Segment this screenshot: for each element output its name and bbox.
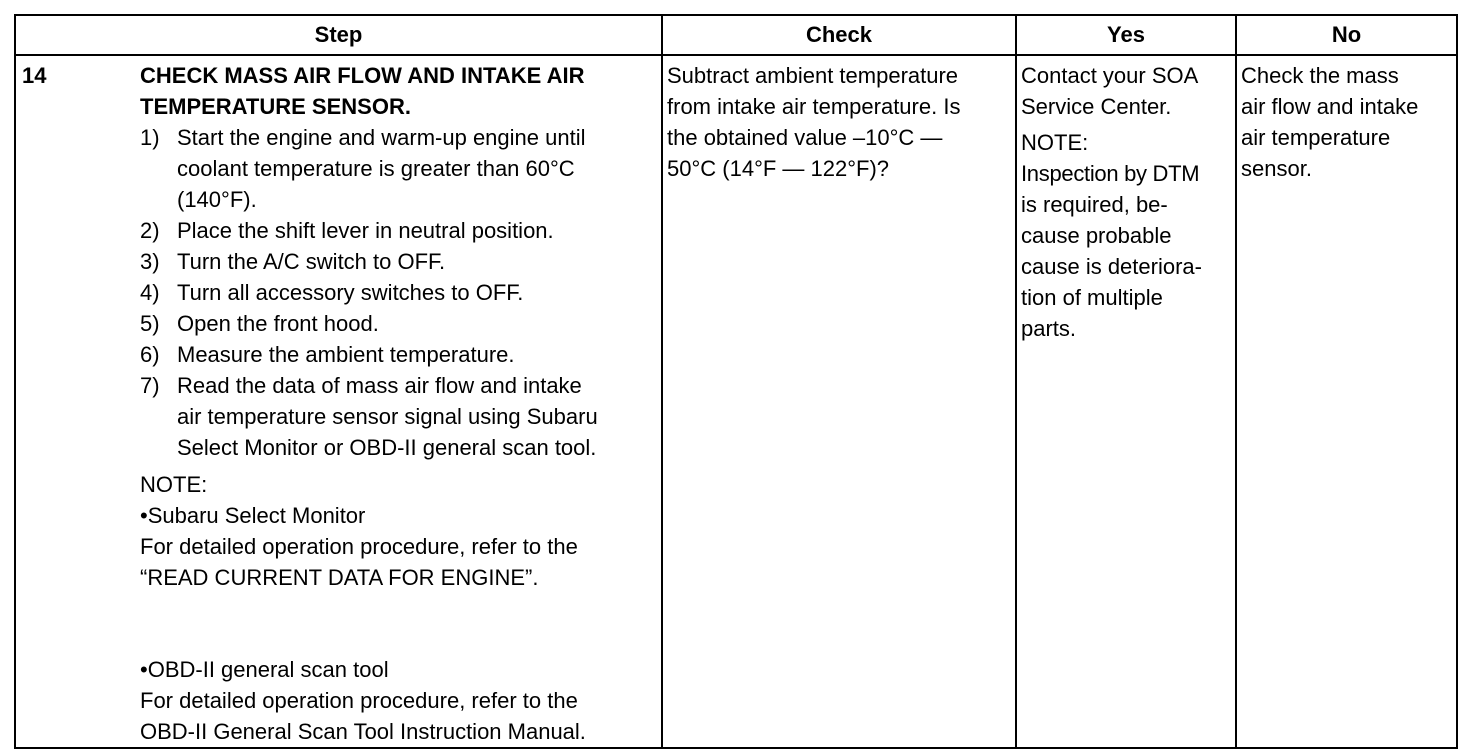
note-item-text: For detailed operation procedure, refer to the [140,534,578,559]
step-title-line: CHECK MASS AIR FLOW AND INTAKE AIR [140,63,585,88]
check-line: 50°C (14°F — 122°F)? [667,156,890,181]
no-line: air flow and intake [1241,94,1419,119]
procedure-item [140,122,657,215]
note-item-title: •Subaru Select Monitor [140,503,366,528]
procedure-line: Measure the ambient temperature. [177,342,515,367]
procedure-number: 5) [140,311,160,336]
step-title [140,60,657,122]
procedure-number: 6) [140,342,160,367]
check-line: Subtract ambient temperature [667,63,959,88]
procedure-number: 4) [140,280,160,305]
procedure-item [140,277,657,308]
note-item-title: •OBD-II general scan tool [140,657,389,682]
procedure-number: 2) [140,218,160,243]
check-cell [662,55,1016,748]
diagnostic-table [14,14,1458,749]
step-number: 14 [22,63,47,88]
procedure-line: Open the front hood. [177,311,379,336]
procedure-line: Start the engine and warm-up engine until [177,125,586,150]
step-cell [15,55,662,748]
procedure-line: (140°F). [177,187,257,212]
no-line: air temperature [1241,125,1391,150]
procedure-item [140,246,657,277]
check-line: from intake air temperature. Is [667,94,961,119]
step-title-line: TEMPERATURE SENSOR. [140,94,411,119]
procedure-number: 3) [140,249,160,274]
note-item-text: For detailed operation procedure, refer to the [140,688,578,713]
procedure-number: 1) [140,125,160,150]
header-step: Step [15,15,662,55]
procedure-line: Turn all accessory switches to OFF. [177,280,524,305]
procedure-line: air temperature sensor signal using Subaru [177,404,598,429]
procedure-item [140,339,657,370]
procedure-line: coolant temperature is greater than 60°C [177,156,575,181]
check-line: the obtained value –10°C — [667,125,943,150]
yes-note-line: parts. [1021,316,1077,341]
procedure-item [140,370,657,463]
procedure-line: Select Monitor or OBD-II general scan tool. [177,435,597,460]
header-check: Check [662,15,1016,55]
procedure-item [140,215,657,246]
yes-note-label: NOTE: [1021,130,1089,155]
header-no: No [1236,15,1457,55]
yes-line: Contact your SOA [1021,63,1199,88]
step-note [140,469,657,747]
no-line: sensor. [1241,156,1312,181]
yes-line: Service Center. [1021,94,1172,119]
step-body [140,56,661,747]
header-row [15,15,1457,55]
procedure-line: Read the data of mass air flow and intake [177,373,582,398]
spacer [140,593,657,654]
procedure-line: Turn the A/C switch to OFF. [177,249,446,274]
note-label: NOTE: [140,472,208,497]
procedure-number: 7) [140,373,160,398]
no-cell [1236,55,1457,748]
yes-note-line: Inspection by DTM [1021,161,1200,186]
note-item-text: OBD-II General Scan Tool Instruction Manual. [140,719,586,744]
yes-cell [1016,55,1236,748]
header-yes: Yes [1016,15,1236,55]
procedure-line: Place the shift lever in neutral position. [177,218,554,243]
yes-note [1021,127,1231,344]
yes-note-line: cause is deteriora- [1021,254,1202,279]
procedure-item [140,308,657,339]
procedure-list [140,122,657,463]
note-item-text: “READ CURRENT DATA FOR ENGINE”. [140,565,539,590]
table-row [15,55,1457,748]
no-line: Check the mass [1241,63,1399,88]
yes-note-line: tion of multiple [1021,285,1163,310]
yes-note-line: is required, be- [1021,192,1168,217]
yes-note-line: cause probable [1021,223,1172,248]
